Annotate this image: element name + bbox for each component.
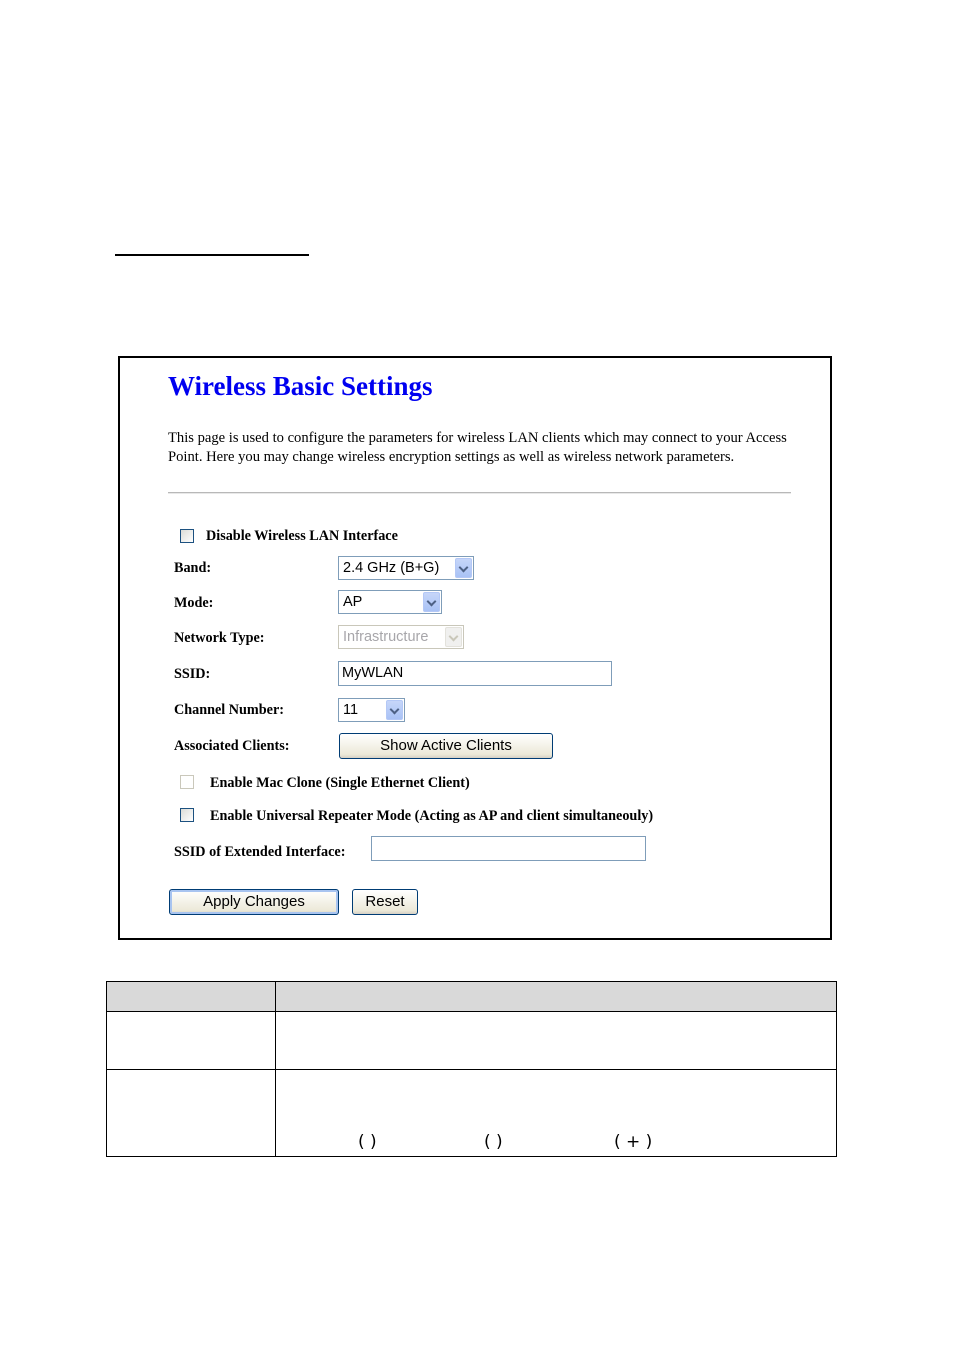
page-title: Wireless Basic Settings bbox=[168, 371, 433, 401]
apply-changes-button[interactable]: Apply Changes bbox=[169, 889, 339, 915]
band-select[interactable] bbox=[338, 556, 474, 580]
network-type-label: Network Type: bbox=[174, 630, 265, 646]
mode-value: AP bbox=[343, 594, 363, 610]
table-header-cell bbox=[107, 982, 276, 1012]
ssid-extended-input[interactable] bbox=[371, 836, 646, 861]
wireless-basic-settings-panel bbox=[118, 356, 832, 940]
parameter-table bbox=[106, 981, 837, 1157]
table-cell bbox=[276, 1012, 837, 1070]
associated-clients-label: Associated Clients: bbox=[174, 738, 290, 754]
table-cell bbox=[107, 1012, 276, 1070]
chevron-down-icon bbox=[445, 627, 462, 647]
network-type-value: Infrastructure bbox=[343, 629, 429, 645]
ssid-label: SSID: bbox=[174, 666, 211, 682]
band-value: 2.4 GHz (B+G) bbox=[343, 560, 440, 576]
disable-wlan-label: Disable Wireless LAN Interface bbox=[206, 528, 398, 544]
repeater-checkbox[interactable] bbox=[180, 808, 194, 822]
table-header-row bbox=[107, 982, 837, 1012]
network-type-select bbox=[338, 625, 464, 649]
mac-clone-label: Enable Mac Clone (Single Ethernet Client) bbox=[210, 775, 470, 791]
table-header-cell bbox=[276, 982, 837, 1012]
band-label: Band: bbox=[174, 560, 212, 576]
divider bbox=[168, 492, 791, 494]
paren-text-2: ( ) bbox=[484, 1132, 503, 1152]
mode-select[interactable] bbox=[338, 590, 442, 614]
repeater-label: Enable Universal Repeater Mode (Acting as AP and client simultaneouly) bbox=[210, 808, 654, 824]
chevron-down-icon[interactable] bbox=[423, 592, 440, 612]
table-cell bbox=[276, 1070, 837, 1157]
channel-value: 11 bbox=[343, 702, 359, 718]
paren-text-1: ( ) bbox=[358, 1132, 377, 1152]
disable-wlan-checkbox[interactable] bbox=[180, 529, 194, 543]
table-row bbox=[107, 1070, 837, 1157]
heading-underline bbox=[115, 254, 309, 256]
channel-label: Channel Number: bbox=[174, 702, 284, 718]
page-description: This page is used to configure the parameters for wireless LAN clients which may connect to your Access Point. Here you may change wireless encryption settings as well as wireless network parameters. bbox=[168, 430, 787, 465]
mac-clone-checkbox bbox=[180, 775, 194, 789]
chevron-down-icon[interactable] bbox=[386, 700, 403, 720]
mode-label: Mode: bbox=[174, 595, 214, 611]
paren-text-3: ( + ) bbox=[614, 1132, 653, 1152]
ssid-extended-label: SSID of Extended Interface: bbox=[174, 844, 346, 860]
show-active-clients-button[interactable]: Show Active Clients bbox=[339, 733, 553, 759]
table-row bbox=[107, 1012, 837, 1070]
table-cell bbox=[107, 1070, 276, 1157]
channel-select[interactable] bbox=[338, 698, 405, 722]
reset-button[interactable]: Reset bbox=[352, 889, 418, 915]
chevron-down-icon[interactable] bbox=[455, 558, 472, 578]
ssid-input[interactable]: MyWLAN bbox=[338, 661, 612, 686]
